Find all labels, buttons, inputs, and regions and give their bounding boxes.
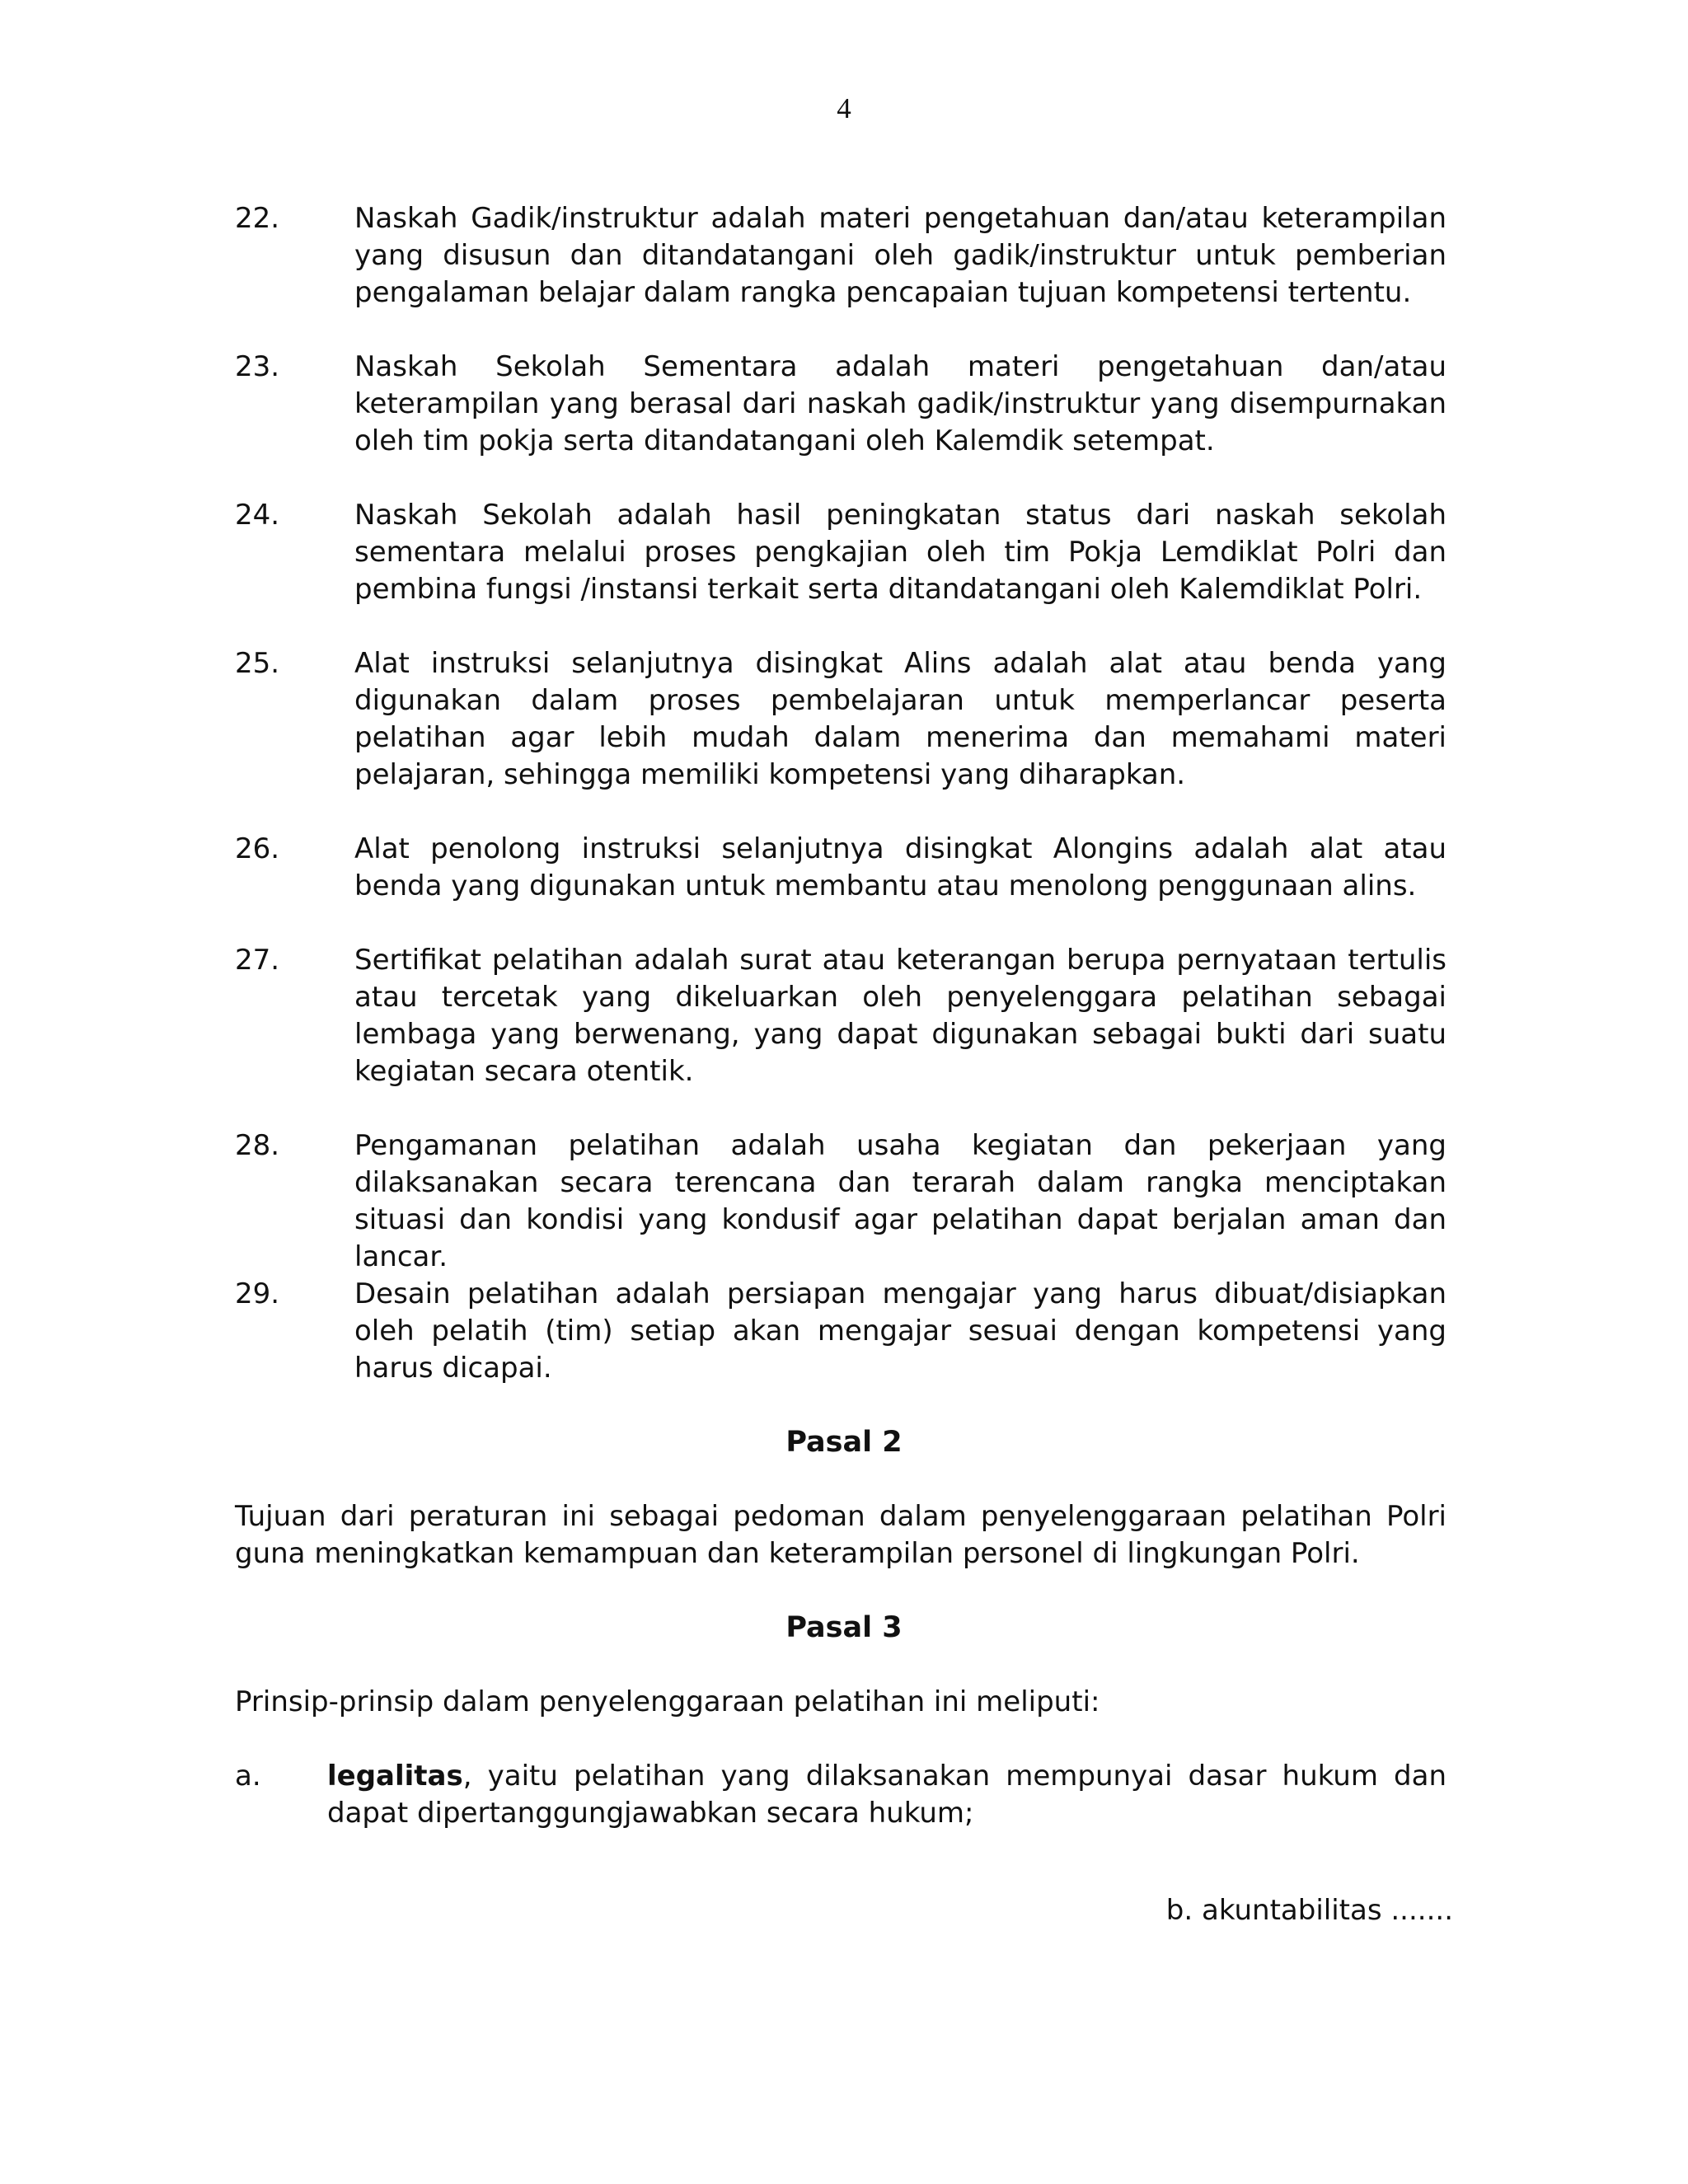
- item-number: 29.: [235, 1277, 280, 1310]
- item-number: 25.: [235, 647, 280, 680]
- principle-description: , yaitu pelatihan yang dilaksanakan mempunyai dasar hukum dan dapat dipertanggungjawabkan secara hukum;: [327, 1760, 1447, 1830]
- item-text: Alat instruksi selanjutnya disingkat Alins adalah alat atau benda yang digunakan dalam proses pembelajaran untuk memperlancar peserta pelatihan agar lebih mudah dalam menerima dan memahami materi pelajaran, sehingga memiliki kompetensi yang diharapkan.: [354, 647, 1447, 791]
- item-text: Sertifikat pelatihan adalah surat atau keterangan berupa pernyataan tertulis atau tercetak yang dikeluarkan oleh penyelenggara pelatihan sebagai lembaga yang berwenang, yang dapat digunakan sebagai bukti dari suatu kegiatan secara otentik.: [354, 944, 1447, 1088]
- item-number: 27.: [235, 944, 280, 977]
- pasal-3-heading: Pasal 3: [785, 1611, 903, 1644]
- page-number: 4: [837, 92, 851, 124]
- pasal-2-paragraph: Tujuan dari peraturan ini sebagai pedoman dalam penyelenggaraan pelatihan Polri guna meningkatkan kemampuan dan keterampilan personel di lingkungan Polri.: [235, 1500, 1447, 1570]
- item-number: 28.: [235, 1129, 280, 1162]
- next-page-catchword: b. akuntabilitas .......: [1165, 1894, 1453, 1927]
- item-text: Pengamanan pelatihan adalah usaha kegiatan dan pekerjaan yang dilaksanakan secara terencana dan terarah dalam rangka menciptakan situasi dan kondisi yang kondusif agar pelatihan dapat berjalan aman dan lancar.: [354, 1129, 1447, 1273]
- pasal-3-intro: Prinsip-prinsip dalam penyelenggaraan pelatihan ini meliputi:: [235, 1685, 1100, 1718]
- item-text: Alat penolong instruksi selanjutnya disingkat Alongins adalah alat atau benda yang digunakan untuk membantu atau menolong penggunaan alins.: [354, 832, 1447, 902]
- item-letter: a.: [235, 1760, 261, 1793]
- item-number: 26.: [235, 832, 280, 865]
- item-text: Naskah Sekolah adalah hasil peningkatan status dari naskah sekolah sementara melalui proses pengkajian oleh tim Pokja Lemdiklat Polri dan pembina fungsi /instansi terkait serta ditandatangani oleh Kalemdiklat Polri.: [354, 499, 1447, 606]
- item-number: 22.: [235, 202, 280, 235]
- pasal-2-heading: Pasal 2: [785, 1426, 903, 1459]
- item-text: Naskah Gadik/instruktur adalah materi pengetahuan dan/atau keterampilan yang disusun dan ditandatangani oleh gadik/instruktur untuk pemberian pengalaman belajar dalam rangka pencapaian tujuan kompetensi tertentu.: [354, 202, 1447, 309]
- item-number: 23.: [235, 350, 280, 383]
- principle-term: legalitas: [327, 1760, 463, 1793]
- item-text: Desain pelatihan adalah persiapan mengajar yang harus dibuat/disiapkan oleh pelatih (tim) setiap akan mengajar sesuai dengan kompetensi yang harus dicapai.: [354, 1277, 1447, 1385]
- item-text: Naskah Sekolah Sementara adalah materi pengetahuan dan/atau keterampilan yang berasal dari naskah gadik/instruktur yang disempurnakan oleh tim pokja serta ditandatangani oleh Kalemdik setempat.: [354, 350, 1447, 457]
- item-number: 24.: [235, 499, 280, 532]
- item-text: [327, 1758, 1447, 1832]
